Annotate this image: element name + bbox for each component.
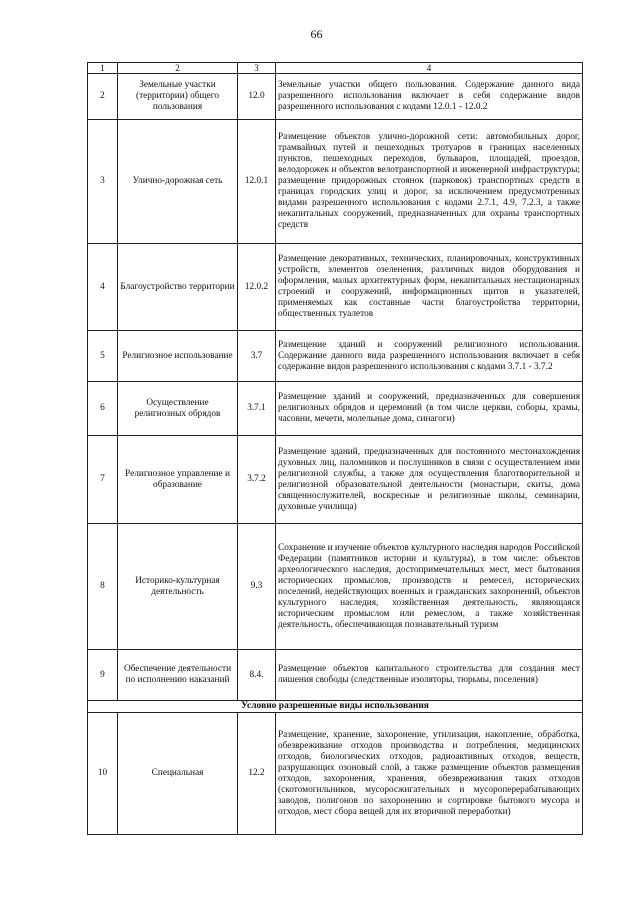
- row-number: 8: [88, 524, 118, 650]
- land-use-table: [87, 62, 583, 835]
- use-name: Историко-культурная деятельность: [118, 524, 238, 650]
- header-cell: 1: [88, 63, 118, 74]
- header-cell: 4: [276, 63, 583, 74]
- use-description: Размещение объектов капитального строительства для создания мест лишения свободы (следственные изоляторы, тюрьмы, поселения): [276, 650, 583, 701]
- table-row: [88, 244, 583, 331]
- use-code: 3.7.1: [238, 382, 276, 436]
- table-row: [88, 331, 583, 382]
- table-row: [88, 650, 583, 701]
- row-number: 2: [88, 74, 118, 120]
- use-name: Осуществление религиозных обрядов: [118, 382, 238, 436]
- use-description: Размещение зданий и сооружений религиозного использования. Содержание данного вида разрешенного использования включает в себя содержание видов разрешенного использования с кодами 3.7.1 - 3.7.2: [276, 331, 583, 382]
- header-cell: 2: [118, 63, 238, 74]
- use-code: 3.7: [238, 331, 276, 382]
- use-description: Размещение объектов улично-дорожной сети: автомобильных дорог, трамвайных путей и пешеходных тротуаров в границах населенных пунктов, пешеходных переходов, бульваров, площадей, проездов, велодорожек и объектов велотранспортной и инженерной инфраструктуры; размещение придорожных стоянок (парковок) транспортных средств в границах городских улиц и дорог, за исключением предусмотренных видами разрешенного использования с кодами 2.7.1, 4.9, 7.2.3, а также некапитальных сооружений, предназначенных для охраны транспортных средств: [276, 120, 583, 244]
- use-name: Специальная: [118, 713, 238, 835]
- table-row: [88, 74, 583, 120]
- use-code: 12.0.1: [238, 120, 276, 244]
- row-number: 5: [88, 331, 118, 382]
- table-header-row: [88, 63, 583, 74]
- use-description: Размещение, хранение, захоронение, утилизация, накопление, обработка, обезвреживание отходов производства и потребления, медицинских отходов, биологических отходов, радиоактивных отходов, веществ, разрушающих озоновый слой, а также размещение объектов размещения отходов, захоронения, хранения, обезвреживания таких отходов (скотомогильников, мусоросжигательных и мусороперерабатывающих заводов, полигонов по захоронению и сортировке бытового мусора и отходов, мест сбора вещей для их вторичной переработки): [276, 713, 583, 835]
- section-header-row: [88, 701, 583, 713]
- use-description: Размещение зданий, предназначенных для постоянного местонахождения духовных лиц, паломников и послушников в связи с осуществлением ими религиозной службы, а также для осуществления благотворительной и религиозной образовательной деятельности (монастыри, скиты, дома священнослужителей, воскресные и религиозные школы, семинарии, духовные училища): [276, 436, 583, 524]
- row-number: 4: [88, 244, 118, 331]
- use-name: Благоустройство территории: [118, 244, 238, 331]
- use-code: 12.2: [238, 713, 276, 835]
- use-code: 12.0.2: [238, 244, 276, 331]
- table-row: [88, 524, 583, 650]
- use-description: Размещение декоративных, технических, планировочных, конструктивных устройств, элементов озеленения, различных видов оборудования и оформления, малых архитектурных форм, некапитальных нестационарных строений и сооружений, информационных щитов и указателей, применяемых как составные части благоустройства территории, общественных туалетов: [276, 244, 583, 331]
- section-title: Условно разрешенные виды использования: [88, 701, 583, 713]
- use-description: Земельные участки общего пользования. Содержание данного вида разрешенного использования включает в себя содержание видов разрешенного использования с кодами 12.0.1 - 12.0.2: [276, 74, 583, 120]
- use-name: Улично-дорожная сеть: [118, 120, 238, 244]
- row-number: 6: [88, 382, 118, 436]
- page-number: 66: [310, 27, 323, 41]
- use-code: 9.3: [238, 524, 276, 650]
- header-cell: 3: [238, 63, 276, 74]
- table-row: [88, 436, 583, 524]
- row-number: 10: [88, 713, 118, 835]
- table-row: [88, 382, 583, 436]
- use-code: 12.0: [238, 74, 276, 120]
- row-number: 9: [88, 650, 118, 701]
- table-row: [88, 713, 583, 835]
- use-name: Религиозное использование: [118, 331, 238, 382]
- row-number: 3: [88, 120, 118, 244]
- use-description: Размещение зданий и сооружений, предназначенных для совершения религиозных обрядов и церемоний (в том числе церкви, соборы, храмы, часовни, мечети, молельные дома, синагоги): [276, 382, 583, 436]
- use-name: Земельные участки (территории) общего пользования: [118, 74, 238, 120]
- use-description: Сохранение и изучение объектов культурного наследия народов Российской Федерации (памятников истории и культуры), в том числе: объектов археологического наследия, достопримечательных мест, мест бытования исторических промыслов, производств и ремесел, исторических поселений, недействующих военных и гражданских захоронений, объектов культурного наследия, хозяйственная деятельность, являющаяся историческим промыслом или ремеслом, а также хозяйственная деятельность, обеспечивающая познавательный туризм: [276, 524, 583, 650]
- use-code: 8.4.: [238, 650, 276, 701]
- use-name: Обеспечение деятельности по исполнению наказаний: [118, 650, 238, 701]
- use-code: 3.7.2: [238, 436, 276, 524]
- use-name: Религиозное управление и образование: [118, 436, 238, 524]
- table-row: [88, 120, 583, 244]
- row-number: 7: [88, 436, 118, 524]
